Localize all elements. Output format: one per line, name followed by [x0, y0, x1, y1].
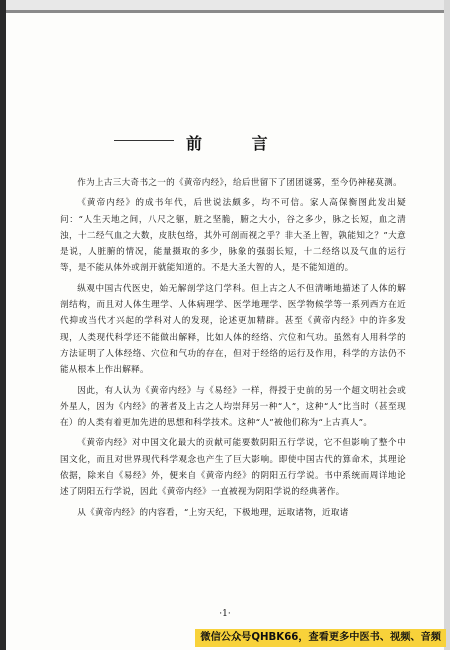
- document-page: [6, 13, 444, 650]
- paragraph: 作为上古三大奇书之一的《黄帝内经》，给后世留下了团团谜雾，至今仍神秘莫测。: [77, 178, 402, 188]
- paragraph: 从《黄帝内经》的内容看，“上穷天纪，下极地理，远取诸物，近取诸: [77, 507, 349, 518]
- paragraph: 因此，有人认为《黄帝内经》与《易经》一样，得授于史前的另一个超文明社会或外星人，因为《内经》的著者及上古之人均崇拜另一种“人”，这种“人”比当时（甚至现在）的人类有着更加先进的思想和科学技术。这种“人”被他们称为“上古真人”。: [60, 385, 406, 429]
- paragraph: 《黄帝内经》对中国文化最大的贡献可能要数阴阳五行学说，它不但影响了整个中国文化，而且对世界现代科学观念也产生了巨大影响。即使中国古代的算命术，其理论依据，除来自《易经》外，便来自《黄帝内经》的阴阳五行学说。书中系统而周详地论述了阴阳五行学说，因此《黄帝内经》一直被视为阴阳学说的经典著作。: [60, 438, 406, 498]
- page-number: ·1·: [219, 609, 231, 619]
- body-text: [60, 175, 406, 521]
- paragraph: 《黄帝内经》的成书年代，后世说法颇多，均不可信。家人高保衡图此发出疑问：“人生天地之间，八尺之躯，脏之坚脆，腑之大小，谷之多少，脉之长短，血之清浊，十二经气血之大数，皮肤包络，其外可剖而视之乎？非大圣上智，孰能知之？”大意是说，人脏腑的情况，能量摄取的多少，脉象的强弱长短，十二经络以及气血的运行等，是不能从体外或剖开就能知道的。不是大圣大智的人，是不能知道的。: [60, 198, 406, 274]
- watermark-banner: 微信公众号QHBK66，查看更多中医书、视频、音频: [195, 629, 446, 647]
- title-row: [114, 131, 354, 151]
- paragraph: 纵观中国古代医史，始无解剖学这门学科。但上古之人不但清晰地描述了人体的解剖结构，而且对人体生理学、人体病理学、医学地理学、医学物候学等一系列西方在近代抑或当代才兴起的学科对人的发现，论述更加精辟。甚至《黄帝内经》中的许多发现，人类现代科学还不能做出解释，比如人体的经络、穴位和气功。虽然有人用科学的方法证明了人体经络、穴位和气功的存在，但对于经络的运行及作用，科学的方法仍不能从根本上作出解释。: [60, 283, 406, 376]
- scan-top-edge: [0, 0, 450, 10]
- page-title: 前 言: [186, 134, 290, 153]
- scan-right-edge: [444, 0, 450, 650]
- title-rule: [114, 140, 174, 141]
